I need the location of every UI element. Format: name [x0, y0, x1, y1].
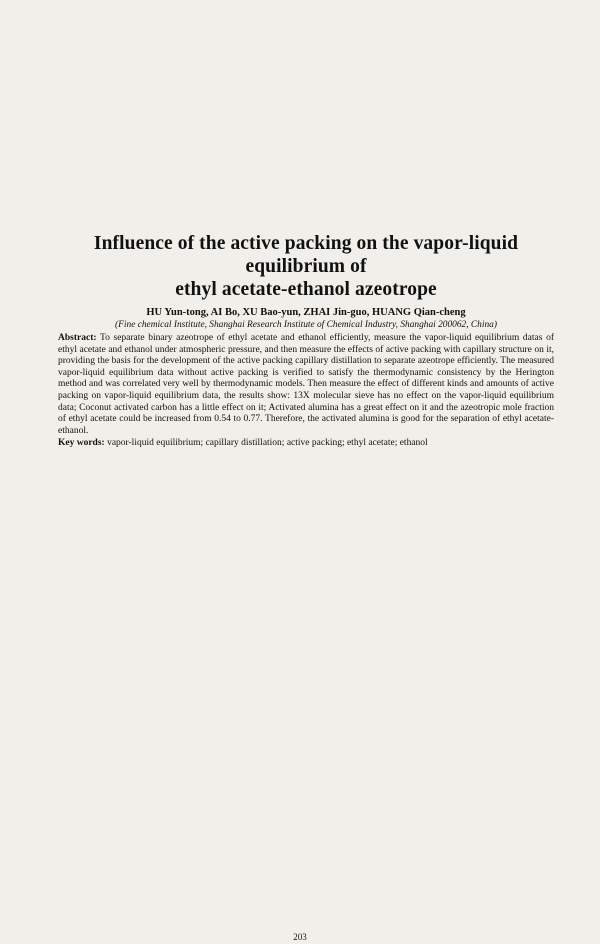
english-title — [58, 232, 554, 301]
english-keywords — [58, 438, 554, 450]
english-title-line1: Influence of the active packing on the vapor-liquid equilibrium of — [93, 233, 519, 277]
english-keywords-label: Key words: — [58, 438, 105, 449]
paper-page — [0, 232, 600, 944]
english-keywords-text: vapor-liquid equilibrium; capillary distillation; active packing; ethyl acetate; ethanol — [107, 438, 428, 449]
english-affiliation: (Fine chemical Institute, Shanghai Research Institute of Chemical Industry, Shanghai 200062, China) — [115, 320, 497, 330]
page-number: 203 — [293, 932, 307, 942]
english-abstract-text: To separate binary azeotrope of ethyl acetate and ethanol efficiently, measure the vapor-liquid equilibrium datas of ethyl acetate and ethanol under atmospheric pressure, and then measure the effects of active packing with capillary structure on it, providing the basis for the development of the active packing capillary distillation to separate azeotrope efficiently. The measured vapor-liquid equilibrium data without active packing is verified to satisfy the thermodynamic consistency by the Herington method and was correlated very well by thermodynamic models. Then measure the effect of different kinds and amounts of active packing on vapor-liquid equilibrium data, the results show: 13X molecular sieve has no effect on the vapor-liquid equilibrium data; Coconut activated carbon has a little effect on it; Activated alumina has a great effect on it and the azeotropic mole fraction of ethyl acetate could be increased from 0.54 to 0.77. Therefore, the activated alumina is good for the separation of ethyl acetate-ethanol. — [58, 333, 554, 436]
english-authors: HU Yun-tong, AI Bo, XU Bao-yun, ZHAI Jin-guo, HUANG Qian-cheng — [146, 307, 466, 318]
english-abstract — [58, 333, 554, 437]
english-title-line2: ethyl acetate-ethanol azeotrope — [175, 279, 437, 300]
english-abstract-label: Abstract: — [58, 333, 97, 343]
